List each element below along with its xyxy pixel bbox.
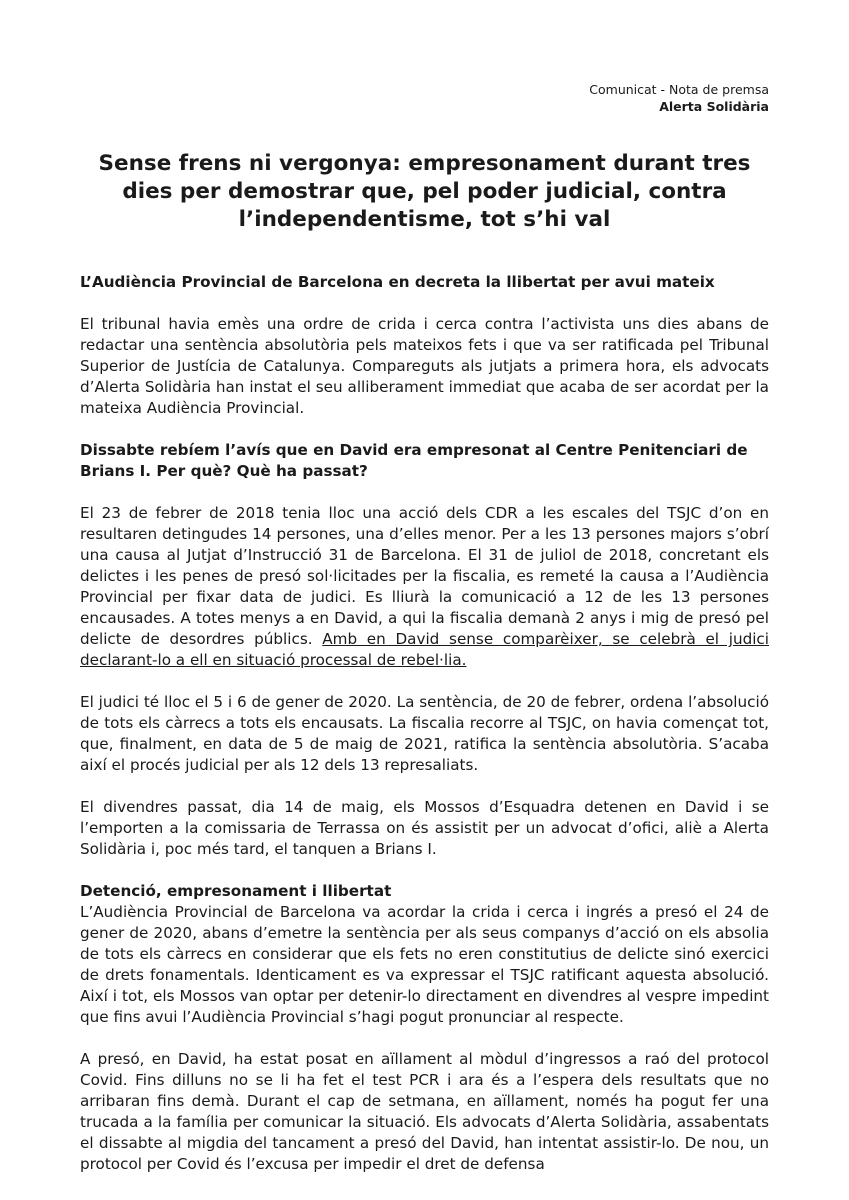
organization-name: Alerta Solidària — [659, 99, 769, 114]
document-type-label: Comunicat - Nota de premsa — [589, 82, 769, 97]
section-heading-saturday: Dissabte rebíem l’avís que en David era empresonat al Centre Penitenciari de Brians I. Per què? Què ha passat? — [80, 441, 748, 480]
paragraph-prison: A presó, en David, ha estat posat en aïllament al mòdul d’ingressos a raó del protocol Covid. Fins dilluns no se li ha fet el test PCR i ara és a l’espera dels resultats que no arribaran fins demà. Durant el cap de setmana, en aïllament, només ha pogut fer una trucada a la família per comunicar la situació. Els advocats d’Alerta Solidària, assabentats el dissabte al migdia del tancament a presó del David, han intentat assistir-lo. De nou, un protocol per Covid és l’excusa per impedir el dret de defensa — [80, 1050, 769, 1173]
paragraph-background-text: El 23 de febrer de 2018 tenia lloc una acció dels CDR a les escales del TSJC d’on en resultaren detingudes 14 persones, una d’elles menor. Per a les 13 persones majors s’obrí una causa al Jutjat d’Instrucció 31 de Barcelona. El 31 de juliol de 2018, concretant els delictes i les penes de presó sol·licitades per la fiscalia, es remeté la causa a l’Audiència Provincial per fixar data de judici. Es lliurà la comunicació a 12 de les 13 persones encausades. A totes menys a en David, a qui la fiscalia demanà 2 anys i mig de presó pel delicte de desordres públics. — [80, 504, 769, 648]
page-title: Sense frens ni vergonya: empresonament durant tres dies per demostrar que, pel poder judicial, contra l’independentisme, tot s’hi val — [98, 151, 751, 232]
paragraph-detention: L’Audiència Provincial de Barcelona va acordar la crida i cerca i ingrés a presó el 24 de gener de 2020, abans d’emetre la sentència per als seus companys d’acció on els absolia de tots els càrrecs en considerar que els fets no eren constitutius de delicte sinó exercici de drets fonamentals. Identicament es va expressar el TSJC ratificant aquesta absolució. Així i tot, els Mossos van optar per detenir-lo directament en divendres al vespre impedint que fins avui l’Audiència Provincial s’hagi pogut pronunciar al respecte. — [80, 903, 769, 1026]
document-body — [80, 272, 769, 1175]
paragraph-arrest: El divendres passat, dia 14 de maig, els Mossos d’Esquadra detenen en David i se l’emporten a la comissaria de Terrassa on és assistit per un advocat d’ofici, aliè a Alerta Solidària i, poc més tard, el tanquen a Brians I. — [80, 798, 769, 858]
paragraph-trial: El judici té lloc el 5 i 6 de gener de 2020. La sentència, de 20 de febrer, ordena l’absolució de tots els càrrecs a tots els encausats. La fiscalia recorre al TSJC, on havia començat tot, que, finalment, en data de 5 de maig de 2021, ratifica la sentència absolutòria. S’acaba així el procés judicial per als 12 dels 13 represaliats. — [80, 693, 769, 774]
section-heading-detention: Detenció, empresonament i llibertat — [80, 882, 392, 900]
subtitle: L’Audiència Provincial de Barcelona en decreta la llibertat per avui mateix — [80, 273, 715, 291]
underlined-statement: Amb en David sense comparèixer, se celebrà el judici declarant-lo a ell en situació processal de rebel·lia. — [80, 630, 770, 669]
document-header — [589, 81, 769, 115]
paragraph-intro: El tribunal havia emès una ordre de crida i cerca contra l’activista uns dies abans de redactar una sentència absolutòria pels mateixos fets i que va ser ratificada pel Tribunal Superior de Justícia de Catalunya. Compareguts als jutjats a primera hora, els advocats d’Alerta Solidària han instat el seu alliberament immediat que acaba de ser acordat per la mateixa Audiència Provincial. — [80, 315, 769, 417]
paragraph-background — [80, 503, 769, 671]
